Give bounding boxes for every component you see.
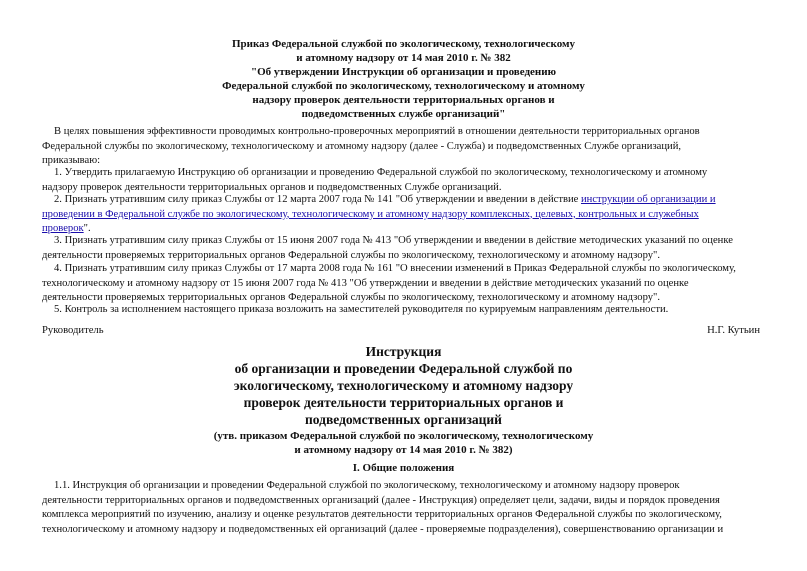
- approved-note: [0, 429, 807, 457]
- paragraph-1-1: [42, 479, 766, 537]
- text-line: деятельности проверяемых территориальных органов Федеральной службы по экологическому, технологическому и атомному надзору".: [42, 249, 660, 261]
- signer-role: Руководитель: [42, 325, 104, 336]
- section-heading: I. Общие положения: [352, 462, 455, 474]
- text-line: [42, 208, 766, 223]
- item-5: [42, 303, 766, 318]
- title-line: экологическому, технологическому и атомному надзору: [233, 378, 574, 393]
- instruction-link[interactable]: проверок: [42, 223, 84, 235]
- approved-line: (утв. приказом Федеральной службой по экологическому, технологическому: [213, 430, 594, 442]
- text-line: технологическому и атомному надзору и подведомственных ей организаций (далее - проверяемые подразделения), совершенствованию организации и: [42, 523, 724, 535]
- title-line: проверок деятельности территориальных органов и: [243, 395, 564, 410]
- text-line: В целях повышения эффективности проводимых контрольно-проверочных мероприятий в отношении деятельности территориальных органов: [54, 126, 700, 137]
- header-line: и атомному надзору от 14 мая 2010 г. № 382: [296, 52, 511, 64]
- item-3: [42, 234, 766, 263]
- text-line: технологическому и атомному надзору от 15 июня 2007 года № 413 "Об утверждении и введении в действие методических указаний по оценке: [42, 277, 689, 289]
- instruction-link[interactable]: проведении в Федеральной службе по экологическому, технологическому и атомному надзору комплексных, целевых, контрольных и служебных: [42, 208, 699, 220]
- text-line: Федеральной службы по экологическому, технологическому и атомному надзору (далее - Служба) и подведомственных Службе организаций,: [42, 140, 682, 152]
- header-line: Приказ Федеральной службой по экологическому, технологическому: [231, 38, 575, 50]
- item-2-tail: ".: [83, 223, 91, 235]
- intro-paragraph: [42, 125, 766, 169]
- title-line: об организации и проведении Федеральной службой по: [234, 361, 573, 376]
- signer-name: Н.Г. Кутьин: [707, 325, 760, 336]
- header-line: надзору проверок деятельности территориальных органов и: [252, 94, 555, 106]
- header-line: подведомственных службе организаций": [301, 108, 506, 120]
- text-line: комплекса мероприятий по изучению, анализу и оценке результатов деятельности территориальных органов Федеральной службы по экологическому,: [42, 509, 722, 521]
- text-line: 4. Признать утратившим силу приказ Службы от 17 марта 2008 года № 161 "О внесении изменений в Приказ Федеральной службы по экологическому,: [54, 263, 736, 274]
- title-line: Инструкция: [365, 344, 442, 359]
- instruction-link[interactable]: инструкции об организации и: [580, 194, 716, 205]
- text-line: надзору проверок деятельности территориальных органов и подведомственных Службе организаций.: [42, 181, 502, 193]
- header-line: Федеральной службой по экологическому, технологическому и атомному: [222, 80, 585, 92]
- text-line: 1.1. Инструкция об организации и проведении Федеральной службой по экологическому, технологическому и атомному надзору проверок: [54, 480, 680, 491]
- item-4: [42, 262, 766, 306]
- header-line: "Об утверждении Инструкции об организации и проведению: [250, 66, 557, 78]
- approved-line: и атомному надзору от 14 мая 2010 г. № 382): [294, 444, 513, 456]
- text-line: деятельности территориальных органов и подведомственных организаций (далее - Инструкция) определяет цели, задачи, виды и порядок проведения: [42, 494, 720, 506]
- text-line: [42, 193, 766, 208]
- signature-block: [42, 324, 766, 338]
- text-line: 5. Контроль за исполнением настоящего приказа возложить на заместителей руководителя по курируемым направлениям деятельности.: [54, 304, 669, 315]
- text-line: деятельности проверяемых территориальных органов Федеральной службы по экологическому, технологическому и атомному надзору".: [42, 292, 660, 304]
- item-2: [42, 193, 766, 237]
- text-line: приказываю:: [42, 155, 101, 167]
- text-line: 1. Утвердить прилагаемую Инструкцию об организации и проведению Федеральной службой по экологическому, технологическому и атомному: [54, 167, 708, 178]
- item-2-text: 2. Признать утратившим силу приказ Службы от 12 марта 2007 года № 141 "Об утверждении и введении в действие: [54, 194, 581, 205]
- instruction-title: [0, 343, 807, 428]
- text-line: 3. Признать утратившим силу приказ Службы от 15 июня 2007 года № 413 "Об утверждении и введении в действие методических указаний по оценке: [54, 235, 733, 246]
- item-1: [42, 166, 766, 195]
- order-header: [0, 37, 807, 121]
- title-line: подведомственных организаций: [305, 412, 502, 427]
